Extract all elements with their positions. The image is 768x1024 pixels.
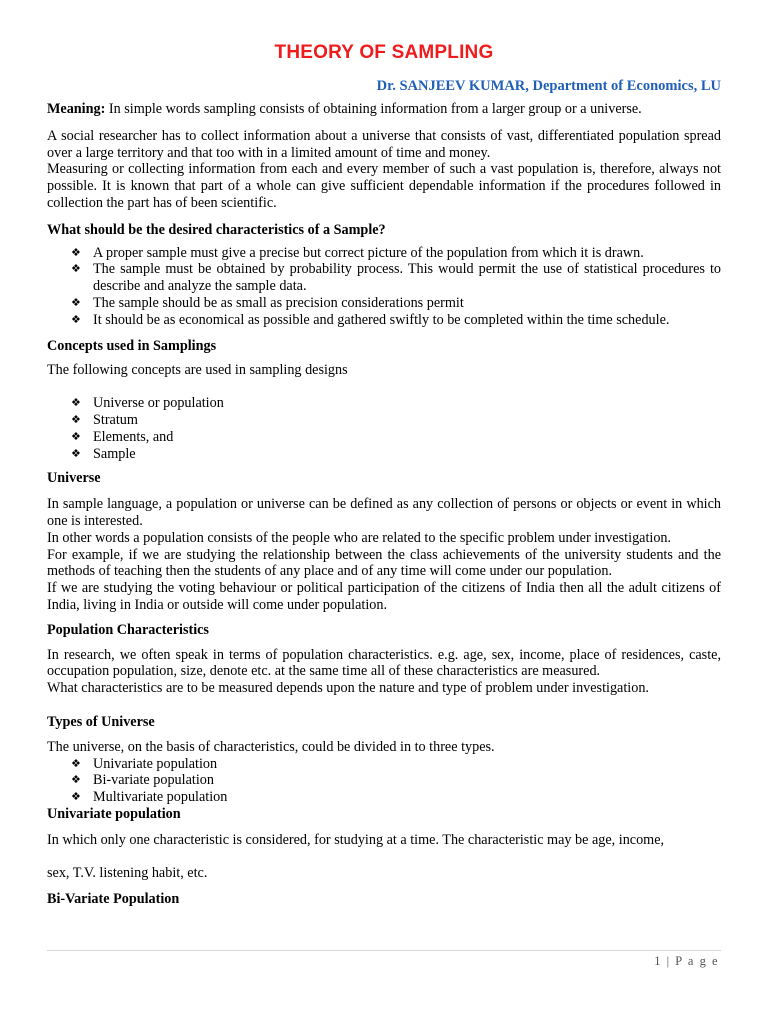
meaning-text: In simple words sampling consists of obtaining information from a larger group or a universe. <box>105 101 642 117</box>
intro-paragraph-2: Measuring or collecting information from each and every member of such a vast population is, therefore, always not possible. It is known that part of a whole can give sufficient dependable information if the procedures followed in collection the part has of been scientific. <box>47 161 721 211</box>
diamond-bullet-icon: ❖ <box>71 262 81 276</box>
types-heading: Types of Universe <box>47 713 155 730</box>
universe-heading: Universe <box>47 470 101 487</box>
diamond-bullet-icon: ❖ <box>71 756 81 770</box>
list-item: ❖ A proper sample must give a precise but correct picture of the population from which it is drawn. <box>71 244 644 261</box>
meaning-label: Meaning: <box>47 101 106 117</box>
popchar-heading: Population Characteristics <box>47 621 209 638</box>
list-item: ❖ Sample <box>71 445 136 462</box>
concepts-list <box>47 395 721 462</box>
document-body <box>47 101 721 908</box>
diamond-bullet-icon: ❖ <box>71 446 81 460</box>
list-item: ❖ Multivariate population <box>71 789 228 806</box>
concepts-intro: The following concepts are used in sampling designs <box>47 362 348 379</box>
univariate-paragraph-2: sex, T.V. listening habit, etc. <box>47 865 208 882</box>
list-item: ❖ Bi-variate population <box>71 772 214 789</box>
desired-list <box>47 245 721 329</box>
diamond-bullet-icon: ❖ <box>71 790 81 804</box>
footer-divider <box>47 950 721 951</box>
types-intro: The universe, on the basis of characteristics, could be divided in to three types. <box>47 738 495 755</box>
concepts-heading: Concepts used in Samplings <box>47 337 217 354</box>
document-page <box>47 0 721 1024</box>
diamond-bullet-icon: ❖ <box>71 773 81 787</box>
list-item: ❖ Elements, and <box>71 428 174 445</box>
universe-paragraph-1: In sample language, a population or universe can be defined as any collection of persons or objects or event in which one is interested. <box>47 496 721 529</box>
list-item: ❖ The sample should be as small as precision considerations permit <box>71 294 464 311</box>
univariate-heading: Univariate population <box>47 805 181 822</box>
popchar-paragraph-2: What characteristics are to be measured depends upon the nature and type of problem under investigation. <box>47 680 649 697</box>
bivariate-heading: Bi-Variate Population <box>47 891 180 908</box>
page-number: 1 | P a g e <box>654 954 719 968</box>
desired-heading: What should be the desired characteristics of a Sample? <box>47 221 386 238</box>
diamond-bullet-icon: ❖ <box>71 429 81 443</box>
list-item: ❖ It should be as economical as possible and gathered swiftly to be completed within the time schedule. <box>71 311 670 328</box>
diamond-bullet-icon: ❖ <box>71 396 81 410</box>
list-item: ❖ Univariate population <box>71 755 218 772</box>
universe-paragraph-3: For example, if we are studying the relationship between the class achievements of the university students and the methods of teaching then the students of any place and of any time will come under our population. <box>47 546 721 580</box>
popchar-paragraph-1: In research, we often speak in terms of population characteristics. e.g. age, sex, income, place of residences, caste, occupation population, size, denote etc. at the same time all of these characteristics are measured. <box>47 646 721 680</box>
list-item: ❖ Universe or population <box>71 395 224 412</box>
diamond-bullet-icon: ❖ <box>71 245 81 259</box>
author-line: Dr. SANJEEV KUMAR, Department of Economics, LU <box>376 78 721 94</box>
types-list <box>47 756 721 806</box>
diamond-bullet-icon: ❖ <box>71 295 81 309</box>
diamond-bullet-icon: ❖ <box>71 412 81 426</box>
list-item: ❖ The sample must be obtained by probability process. This would permit the use of statistical procedures to describe and analyze the sample data. <box>71 261 721 295</box>
intro-paragraph-1: A social researcher has to collect information about a universe that consists of vast, differentiated population spread over a large territory and that too with in a limited amount of time and money. <box>47 127 721 161</box>
diamond-bullet-icon: ❖ <box>71 312 81 326</box>
universe-paragraph-4: If we are studying the voting behaviour or political participation of the citizens of India then all the adult citizens of India, living in India or outside will come under population. <box>47 580 721 613</box>
universe-paragraph-2: In other words a population consists of the people who are related to the specific problem under investigation. <box>47 529 672 546</box>
page-title: THEORY OF SAMPLING <box>274 42 494 63</box>
univariate-paragraph-1: In which only one characteristic is considered, for studying at a time. The characteristic may be age, income, <box>47 831 665 848</box>
list-item: ❖ Stratum <box>71 411 138 428</box>
meaning-paragraph <box>47 101 721 118</box>
